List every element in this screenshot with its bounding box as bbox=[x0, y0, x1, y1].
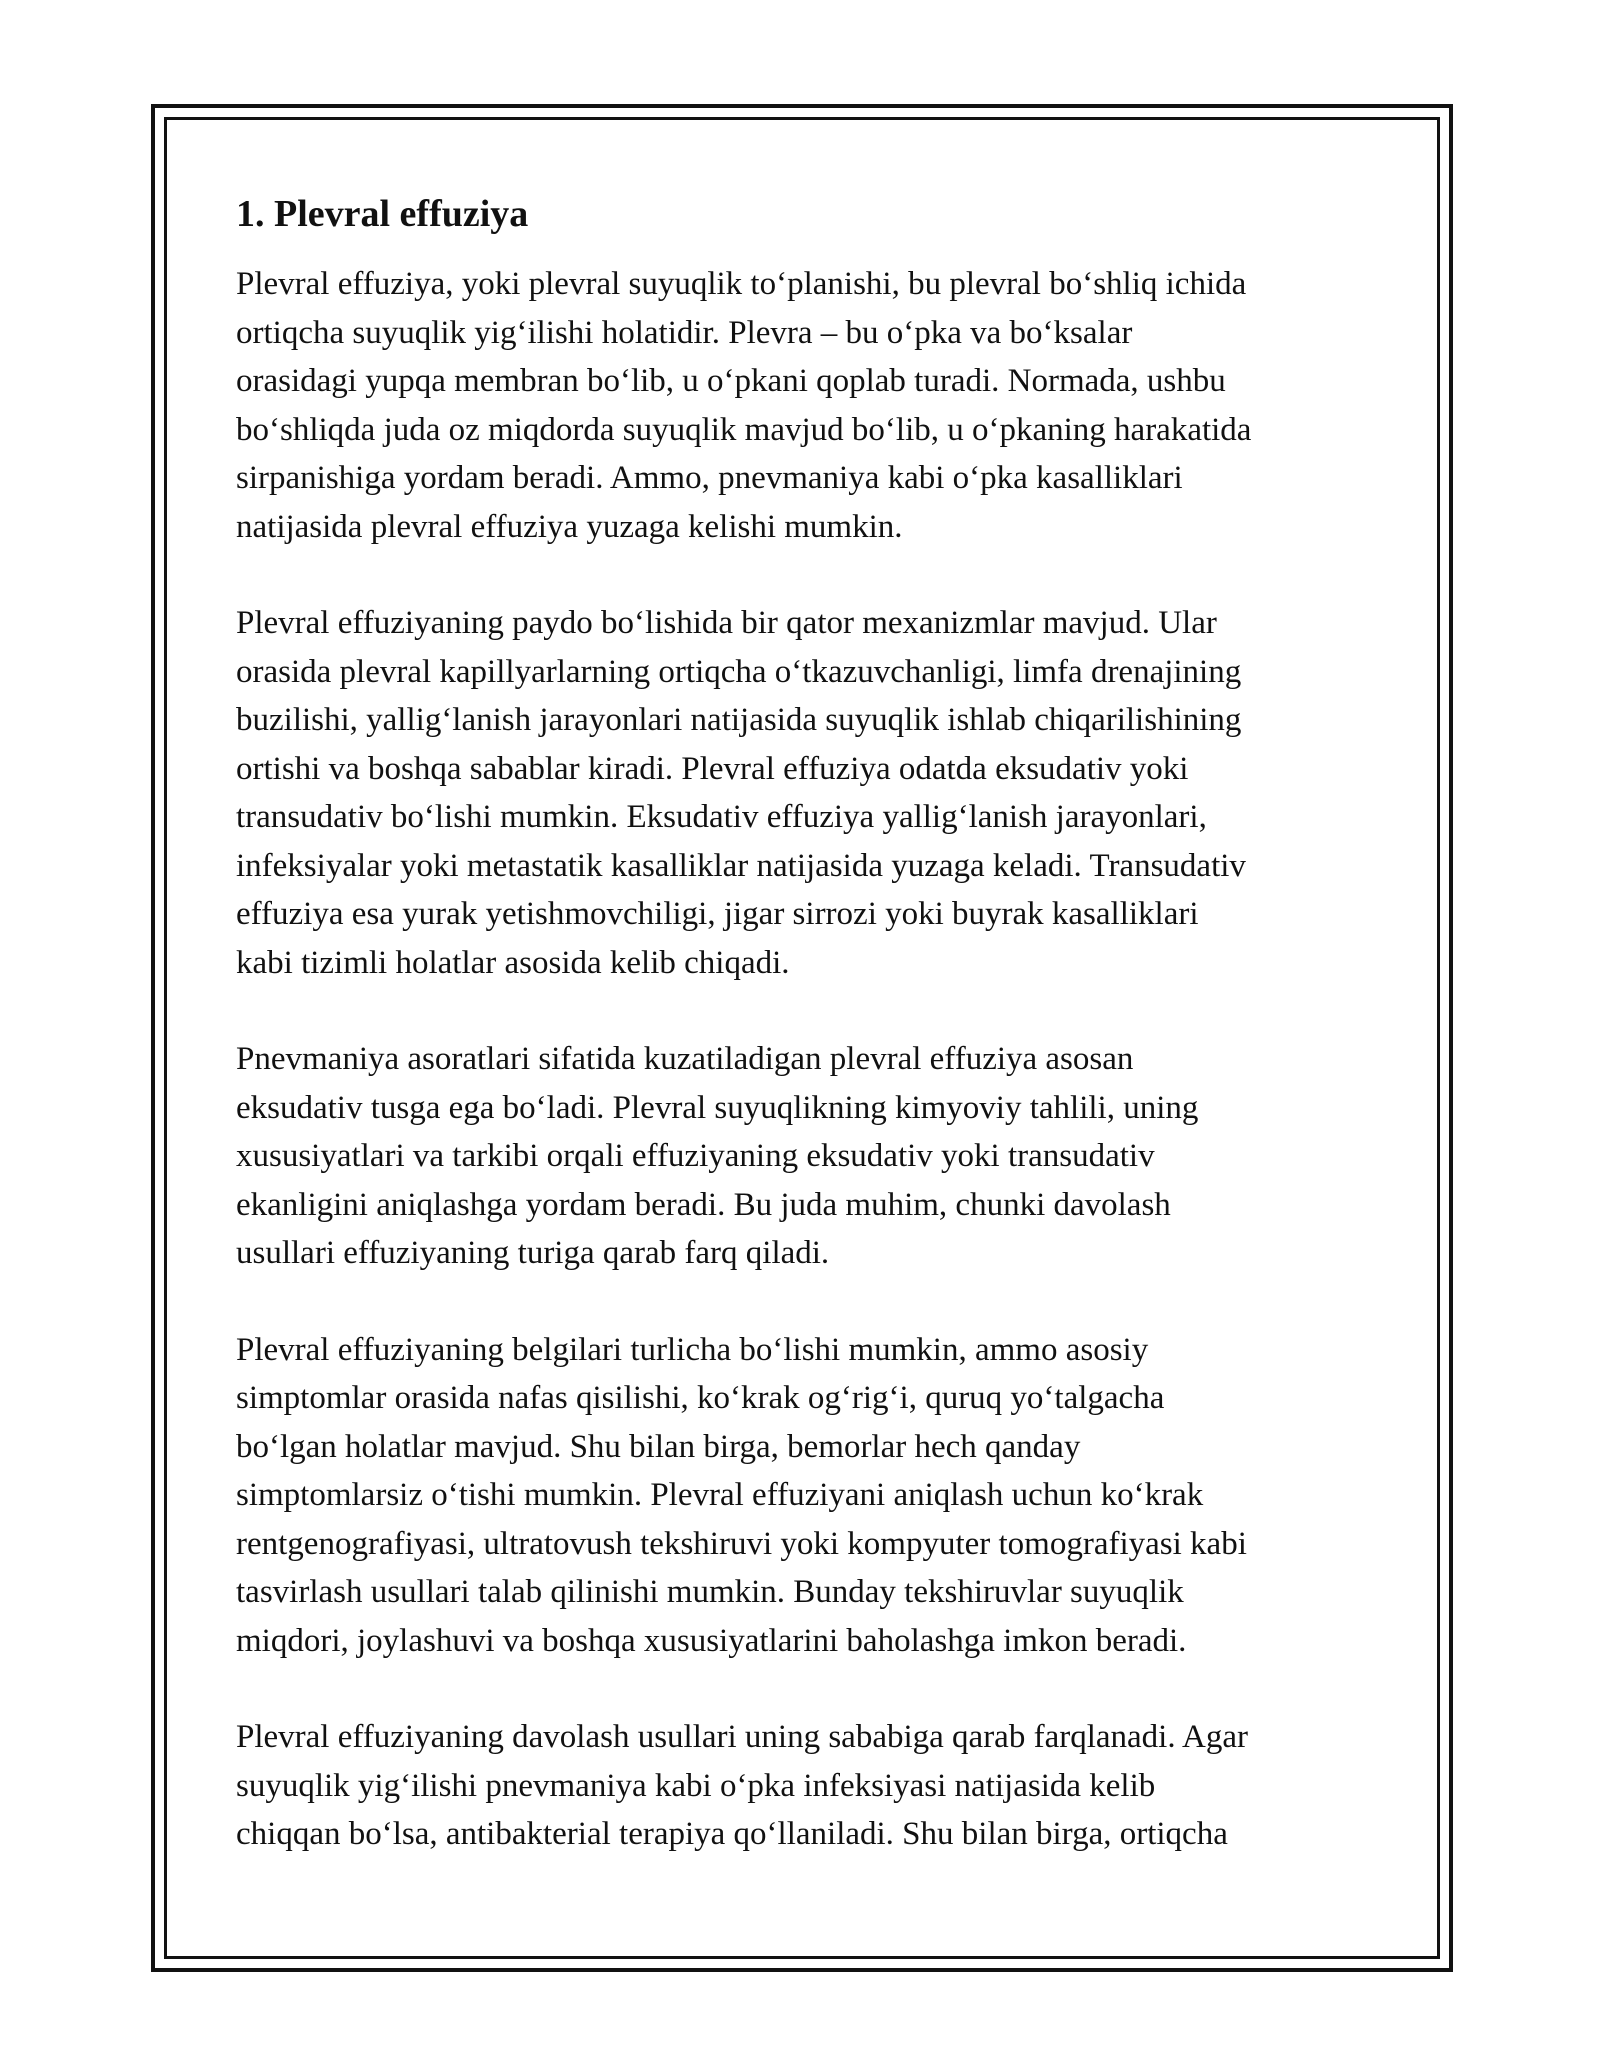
text-line: simptomlarsiz o‘tishi mumkin. Plevral effuziyani aniqlash uchun ko‘krak bbox=[236, 1477, 1204, 1513]
text-line: Plevral effuziya, yoki plevral suyuqlik to‘planishi, bu plevral bo‘shliq ichida bbox=[236, 266, 1247, 302]
text-line: infeksiyalar yoki metastatik kasalliklar natijasida yuzaga keladi. Transudativ bbox=[236, 847, 1246, 884]
text-line: Plevral effuziyaning davolash usullari uning sababiga qarab farqlanadi. Agar bbox=[236, 1719, 1248, 1755]
text-line: transudativ bo‘lishi mumkin. Eksudativ effuziya yallig‘lanish jarayonlari, bbox=[236, 799, 1207, 835]
text-line: usullari effuziyaning turiga qarab farq qiladi. bbox=[236, 1235, 830, 1271]
text-line: effuziya esa yurak yetishmovchiligi, jigar sirrozi yoki buyrak kasalliklari bbox=[236, 896, 1199, 932]
text-line: eksudativ tusga ega bo‘ladi. Plevral suyuqlikning kimyoviy tahlili, uning bbox=[236, 1089, 1199, 1126]
text-line: bo‘lgan holatlar mavjud. Shu bilan birga, bemorlar hech qanday bbox=[236, 1428, 1081, 1465]
text-line: miqdori, joylashuvi va boshqa xususiyatlarini baholashga imkon beradi. bbox=[236, 1622, 1187, 1659]
text-line: natijasida plevral effuziya yuzaga kelishi mumkin. bbox=[236, 508, 903, 545]
section-heading: 1. Plevral effuziya bbox=[236, 193, 529, 235]
text-line: bo‘shliqda juda oz miqdorda suyuqlik mavjud bo‘lib, u o‘pkaning harakatida bbox=[236, 411, 1252, 448]
text-line: simptomlar orasida nafas qisilishi, ko‘krak og‘rig‘i, quruq yo‘talgacha bbox=[236, 1380, 1165, 1416]
document-body bbox=[236, 190, 1386, 1907]
text-line: ortishi va boshqa sabablar kiradi. Plevral effuziya odatda eksudativ yoki bbox=[236, 750, 1189, 787]
text-line: Plevral effuziyaning belgilari turlicha bo‘lishi mumkin, ammo asosiy bbox=[236, 1331, 1149, 1368]
text-line: suyuqlik yig‘ilishi pnevmaniya kabi o‘pka infeksiyasi natijasida kelib bbox=[236, 1767, 1156, 1804]
paragraph-5 bbox=[236, 1713, 1386, 1859]
text-line: Pnevmaniya asoratlari sifatida kuzatiladigan plevral effuziya asosan bbox=[236, 1041, 1134, 1077]
text-line: ekanligini aniqlashga yordam beradi. Bu juda muhim, chunki davolash bbox=[236, 1186, 1171, 1223]
text-line: ortiqcha suyuqlik yig‘ilishi holatidir. Plevra – bu o‘pka va bo‘ksalar bbox=[236, 314, 1133, 351]
text-line: rentgenografiyasi, ultratovush tekshiruvi yoki kompyuter tomografiyasi kabi bbox=[236, 1525, 1247, 1562]
paragraph-1 bbox=[236, 260, 1386, 551]
paragraph-2 bbox=[236, 599, 1386, 987]
text-line: kabi tizimli holatlar asosida kelib chiqadi. bbox=[236, 944, 790, 981]
paragraph-3 bbox=[236, 1035, 1386, 1278]
text-line: xususiyatlari va tarkibi orqali effuziyaning eksudativ yoki transudativ bbox=[236, 1138, 1155, 1174]
text-line: tasvirlash usullari talab qilinishi mumkin. Bunday tekshiruvlar suyuqlik bbox=[236, 1574, 1184, 1610]
text-line: Plevral effuziyaning paydo bo‘lishida bir qator mexanizmlar mavjud. Ular bbox=[236, 605, 1217, 641]
paragraph-4 bbox=[236, 1326, 1386, 1666]
text-line: chiqqan bo‘lsa, antibakterial terapiya qo‘llaniladi. Shu bilan birga, ortiqcha bbox=[236, 1816, 1228, 1852]
text-line: sirpanishiga yordam beradi. Ammo, pnevmaniya kabi o‘pka kasalliklari bbox=[236, 460, 1183, 496]
text-line: orasidagi yupqa membran bo‘lib, u o‘pkani qoplab turadi. Normada, ushbu bbox=[236, 363, 1226, 399]
text-line: orasida plevral kapillyarlarning ortiqcha o‘tkazuvchanligi, limfa drenajining bbox=[236, 653, 1242, 690]
text-line: buzilishi, yallig‘lanish jarayonlari natijasida suyuqlik ishlab chiqarilishining bbox=[236, 702, 1242, 738]
